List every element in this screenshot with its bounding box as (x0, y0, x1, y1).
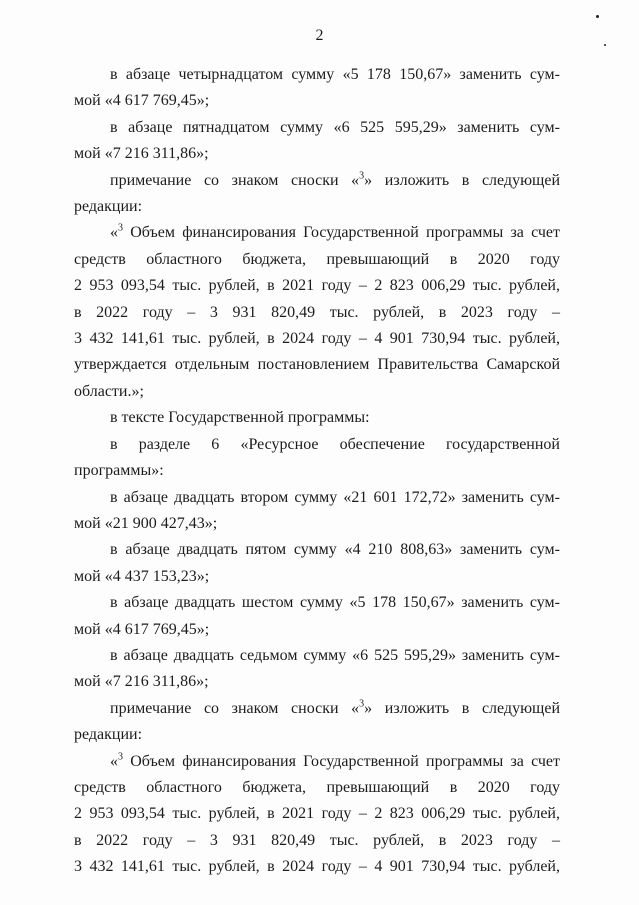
paragraph: в абзаце пятнадцатом сумму «6 525 595,29» заменить сум- мой «7 216 311,86»; (74, 118, 560, 163)
paragraph: в абзаце двадцать шестом сумму «5 178 150,67» заменить сум- мой «4 617 769,45»; (74, 594, 560, 638)
paragraph: в разделе 6 «Ресурсное обеспечение государственной программы»: (74, 435, 560, 480)
scan-dot (604, 44, 606, 46)
paragraph: в абзаце четырнадцатом сумму «5 178 150,67» заменить сум- мой «4 617 769,45»; (74, 66, 560, 110)
paragraph: примечание со знаком сноски «$^3$» изложить в следующей редакции: (74, 698, 561, 744)
paragraph: в абзаце двадцать пятом сумму «4 210 808,63» заменить сум- мой «4 437 153,23»; (74, 541, 560, 585)
quoted-footnote-2: «$^3$ Объем финансирования Государственной программы за счет средств областного бюджета, превышающий в 2020 году 2 953 093,54 тыс. рублей, в 2021 году – 2 823 006,29 тыс. рублей, в 2022 году – 3 931 820,49 тыс. рублей, в 2023 году – 3 432 141,61 тыс. рублей, в 2024 году – 4 901 730,94 тыс. рублей, (74, 751, 560, 876)
paragraph: в тексте Государственной программы: (110, 409, 370, 427)
quoted-footnote-1: «$^3$ Объем финансирования Государственной программы за счет средств областного бюджета, превышающий в 2020 году 2 953 093,54 тыс. рублей, в 2021 году – 2 823 006,29 тыс. рублей, в 2022 году – 3 931 820,49 тыс. рублей, в 2023 году – 3 432 141,61 тыс. рублей, в 2024 году – 4 901 730,94 тыс. рублей, утверждается отдельным постановлением Правительства Самарской области.»; (74, 223, 560, 400)
paragraph: в абзаце двадцать седьмом сумму «6 525 595,29» заменить сум- мой «7 216 311,86»; (74, 646, 560, 691)
page-number: 2 (315, 27, 324, 44)
document-body (74, 62, 560, 881)
paragraph: примечание со знаком сноски «$^3$» изложить в следующей редакции: (74, 170, 561, 216)
paragraph: в абзаце двадцать втором сумму «21 601 172,72» заменить сум- мой «21 900 427,43»; (74, 488, 560, 532)
scan-dot (596, 15, 599, 18)
